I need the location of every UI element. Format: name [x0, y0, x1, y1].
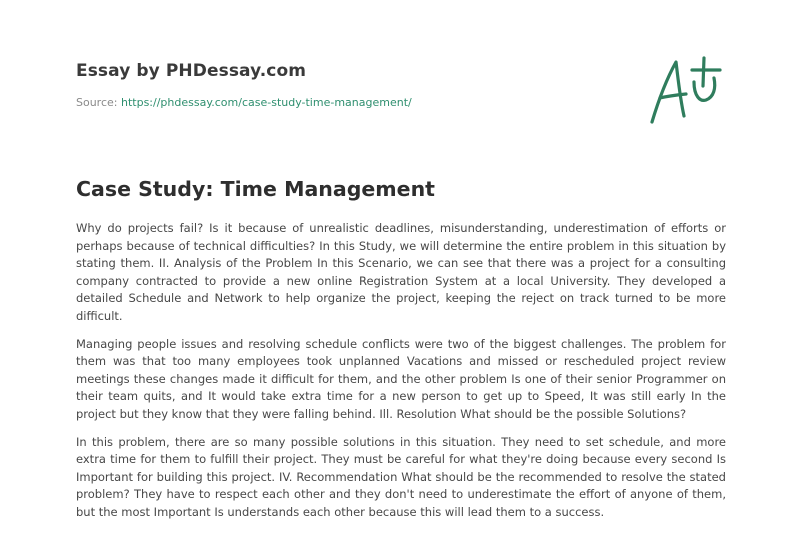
source-line	[76, 96, 412, 109]
paragraph-3: In this problem, there are so many possible solutions in this situation. They need to set schedule, and more extra time for them to fulfill their project. They must be careful for what they're doing because every second Is Important for building this project. IV. Recommendation What should be the recommended to resolve the stated problem? They have to respect each other and they don't need to underestimate the effort of anyone of them, but the most Important Is understands each other because this will lead them to a success.	[76, 434, 726, 519]
paragraph-2: Managing people issues and resolving schedule conflicts were two of the biggest challenges. The problem for them was that too many employees took unplanned Vacations and missed or rescheduled project review meetings these changes made it difficult for them, and the other problem Is one of their senior Programmer on their team quits, and It would take extra time for a new person to get up to Speed, It was still early In the project but they know that they were falling behind. Ill. Resolution What should be the possible Solutions?	[76, 336, 726, 421]
document-title: Case Study: Time Management	[76, 177, 435, 201]
site-title: Essay by PHDessay.com	[76, 61, 307, 81]
paragraph-1: Why do projects fail? Is it because of unrealistic deadlines, misunderstanding, underestimation of efforts or perhaps because of technical difficulties? In this Study, we will determine the entire problem in this situation by stating them. II. Analysis of the Problem In this Scenario, we can see that there was a project for a consulting company contracted to provide a new online Registration System at a local University. They developed a detailed Schedule and Network to help organize the project, keeping the reject on track turned to be more difficult.	[76, 221, 726, 323]
source-link[interactable]: https://phdessay.com/case-study-time-management/	[120, 96, 412, 109]
document-body	[76, 220, 726, 532]
source-label: Source:	[76, 96, 121, 109]
a-plus-grade-icon	[640, 50, 730, 130]
